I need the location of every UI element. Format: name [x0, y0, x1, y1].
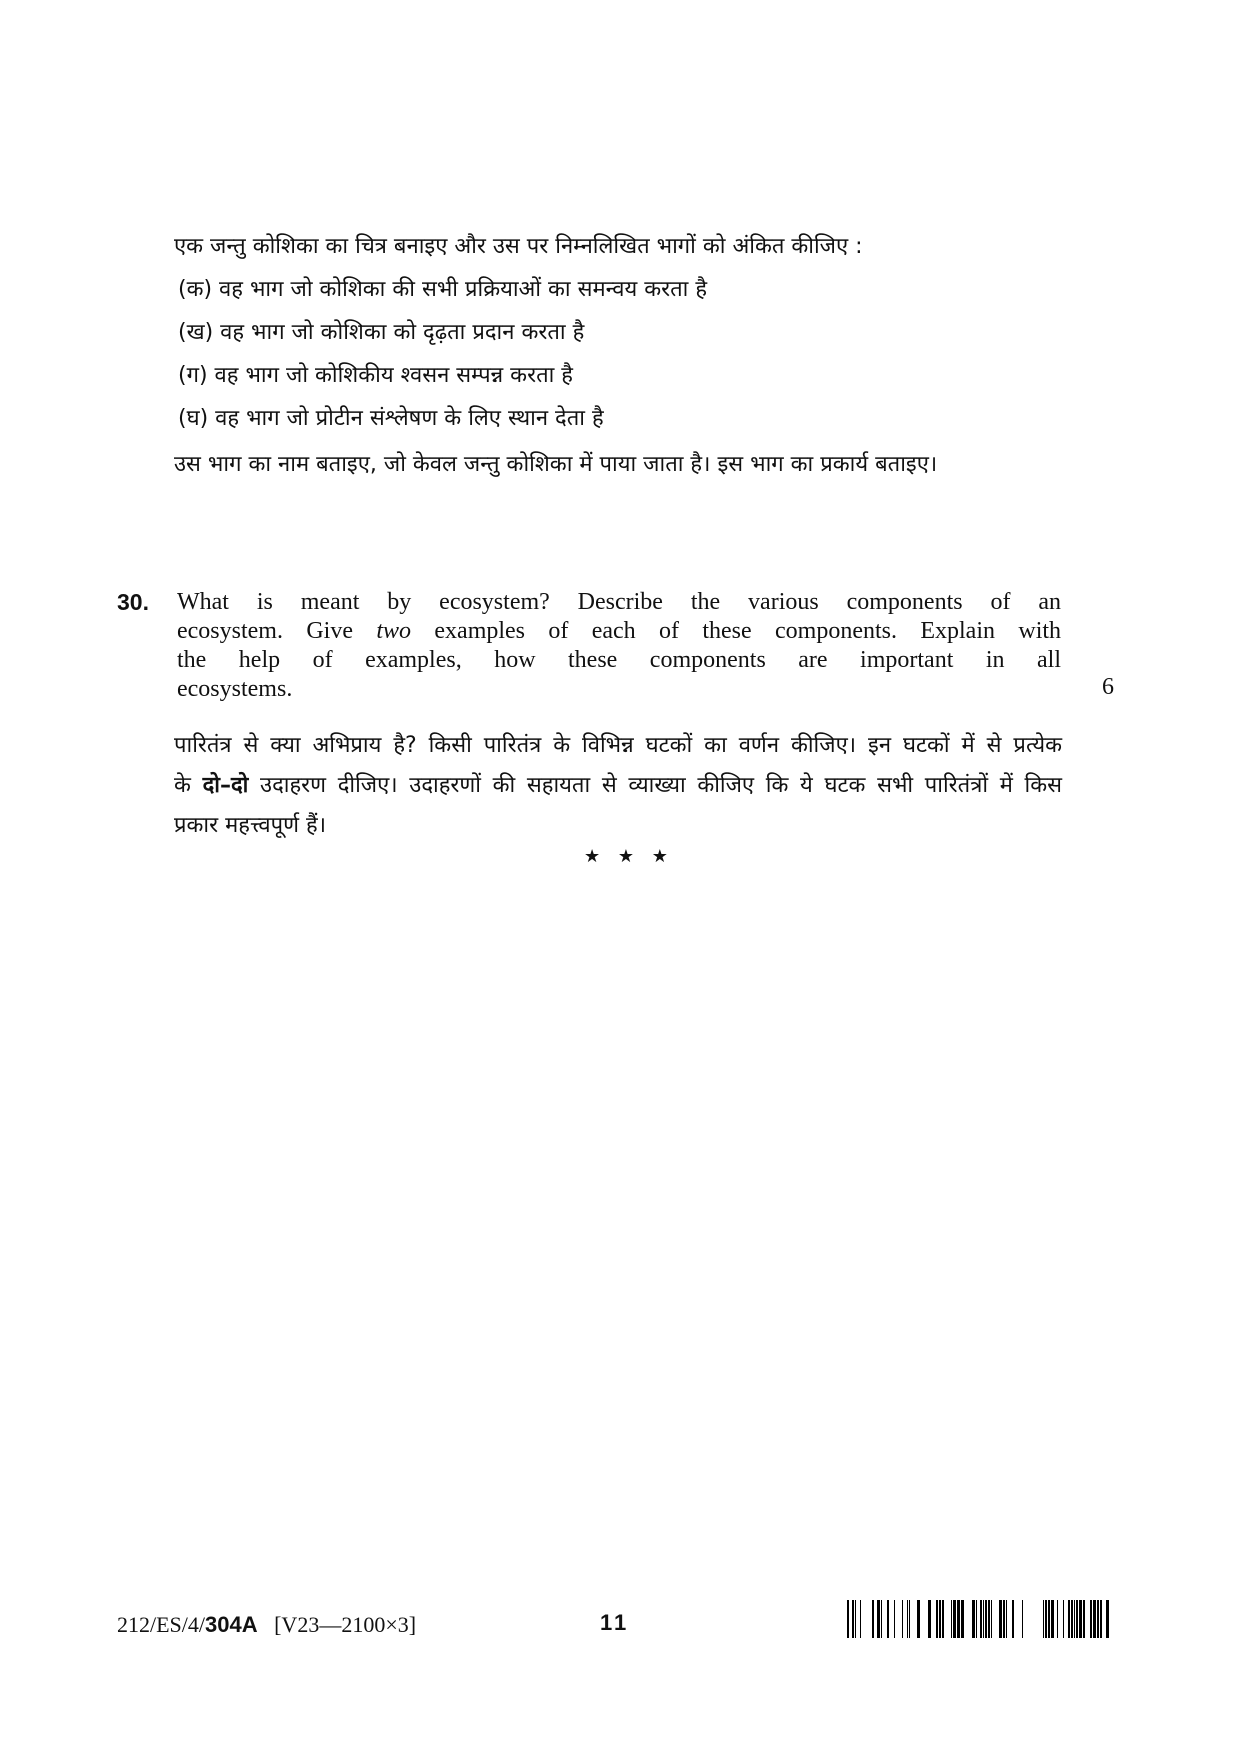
q30-english-text [177, 588, 1061, 704]
question-number: 30. [117, 589, 149, 615]
q30-hindi-line-2-rest: उदाहरण दीजिए। उदाहरणों की सहायता से व्याख्या कीजिए कि ये घटक सभी पारितंत्रों में किस [260, 773, 1062, 798]
q29-hindi-intro: एक जन्तु कोशिका का चित्र बनाइए और उस पर निम्नलिखित भागों को अंकित कीजिए : [174, 234, 863, 259]
q30-line-2 [177, 617, 1061, 646]
q30-emphasis-two: two [376, 618, 412, 644]
q30-hindi-ke: के [174, 773, 191, 798]
barcode-image [847, 1600, 1109, 1638]
q29-hindi-item-kha: (ख) वह भाग जो कोशिका को दृढ़ता प्रदान करता है [178, 320, 585, 345]
q30-marks: 6 [1102, 674, 1114, 700]
paper-code [117, 1612, 416, 1638]
q30-line-4: ecosystems. [177, 676, 293, 702]
q30-hindi-line-2 [174, 766, 1062, 806]
q29-hindi-item-ga: (ग) वह भाग जो कोशिकीय श्वसन सम्पन्न करता है [178, 363, 573, 388]
paper-code-bold: 304A [205, 1612, 258, 1637]
end-marker-stars: ★ ★ ★ [584, 846, 674, 867]
q30-hindi-line-1: पारितंत्र से क्या अभिप्राय है? किसी पारितंत्र के विभिन्न घटकों का वर्णन कीजिए। इन घटकों में से प्रत्येक [174, 733, 1062, 758]
paper-code-prefix: 212/ES/4/ [117, 1612, 206, 1637]
page-number: 11 [600, 1610, 630, 1635]
q30-line-2-a: ecosystem. Give [177, 618, 353, 644]
q30-hindi-line-3: प्रकार महत्त्वपूर्ण हैं। [174, 813, 327, 838]
q30-line-1: What is meant by ecosystem? Describe the various components of an [177, 589, 1061, 615]
q30-hindi-emphasis: दो–दो [202, 773, 249, 798]
q30-line-2-b: examples of each of these components. Explain with [434, 618, 1062, 644]
q30-hindi-text [174, 726, 1062, 846]
q29-hindi-item-ka: (क) वह भाग जो कोशिका की सभी प्रक्रियाओं का समन्वय करता है [178, 277, 708, 302]
paper-code-suffix: [V23—2100×3] [274, 1612, 417, 1637]
q29-hindi-closing: उस भाग का नाम बताइए, जो केवल जन्तु कोशिका में पाया जाता है। इस भाग का प्रकार्य बताइए। [174, 452, 938, 477]
q30-line-3: the help of examples, how these components are important in all [177, 647, 1061, 673]
q29-hindi-item-gha: (घ) वह भाग जो प्रोटीन संश्लेषण के लिए स्थान देता है [178, 406, 604, 431]
